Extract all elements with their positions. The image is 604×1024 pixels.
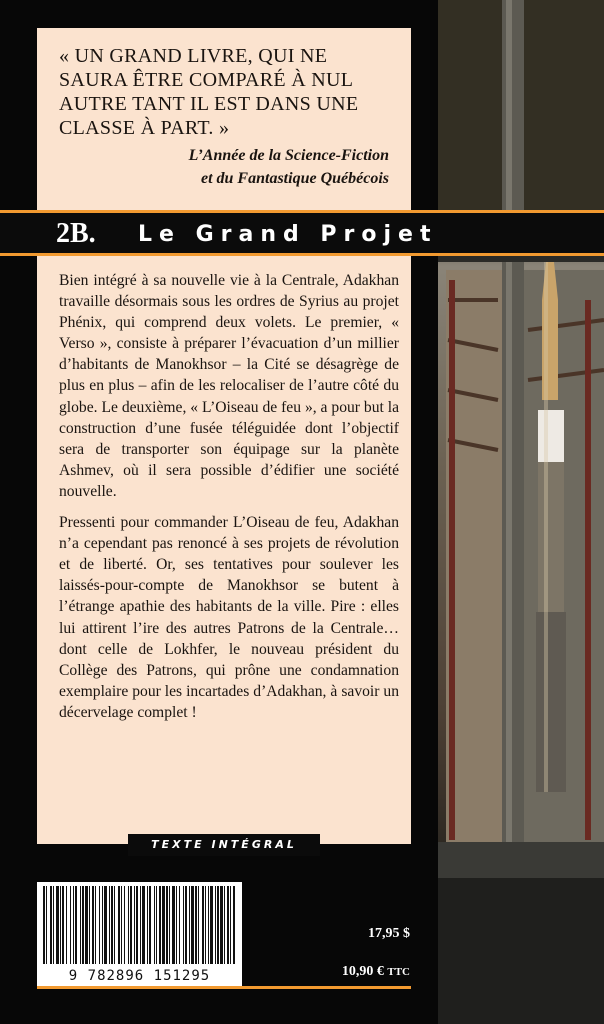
barcode-bar bbox=[109, 886, 110, 964]
barcode-bar bbox=[70, 886, 71, 964]
barcode-bar bbox=[99, 886, 100, 964]
barcode-bar bbox=[134, 886, 135, 964]
barcode-bar bbox=[118, 886, 120, 964]
barcode-bar bbox=[191, 886, 194, 964]
barcode-bar bbox=[149, 886, 151, 964]
barcode-bar bbox=[227, 886, 229, 964]
barcode-bar bbox=[89, 886, 90, 964]
barcode-bar bbox=[217, 886, 219, 964]
barcode-bar bbox=[82, 886, 84, 964]
barcode-bar bbox=[62, 886, 64, 964]
barcode-bar bbox=[169, 886, 170, 964]
barcode-bar bbox=[102, 886, 103, 964]
price-divider bbox=[37, 986, 411, 989]
barcode-bar bbox=[111, 886, 113, 964]
barcode-bar bbox=[95, 886, 96, 964]
barcode-bar bbox=[233, 886, 235, 964]
cover-art-rocket bbox=[438, 0, 604, 1024]
barcode-bar bbox=[136, 886, 138, 964]
barcode-bar bbox=[124, 886, 125, 964]
price-canada: 17,95 $ bbox=[368, 926, 410, 941]
barcode-bar bbox=[147, 886, 148, 964]
barcode-bar bbox=[73, 886, 74, 964]
barcode-bar bbox=[230, 886, 231, 964]
review-quote: « UN GRAND LIVRE, QUI NE SAURA ÊTRE COMPARÉ À NUL AUTRE TANT IL EST DANS UNE CLASSE À PART. » bbox=[59, 45, 359, 139]
summary-paragraph-1: Bien intégré à sa nouvelle vie à la Centrale, Adakhan travaille désormais sous les ordres de Syrius au projet Phénix, qui comprend deux volets. Le premier, « Verso », consiste à préparer l’évacuation d’un millier d’habitants de Manokhsor – la Cité se désagrège de plus en plus – afin de les relocaliser de l’autre côté du globe. Le deuxième, « L’Oiseau de feu », a pour but la construction d’une fusée téléguidée dont l’objectif sera de transporter son équipage sur la planète Ashmev, où il sera possible d’édifier une société nouvelle. bbox=[59, 272, 399, 500]
barcode-bar bbox=[189, 886, 190, 964]
barcode-bar bbox=[159, 886, 161, 964]
barcode-bar bbox=[140, 886, 141, 964]
isbn-barcode bbox=[37, 882, 242, 986]
barcode-bar bbox=[166, 886, 168, 964]
barcode-bar bbox=[202, 886, 204, 964]
barcode-bar bbox=[50, 886, 52, 964]
barcode-bar bbox=[208, 886, 209, 964]
price-europe bbox=[342, 964, 410, 980]
barcode-bar bbox=[80, 886, 81, 964]
barcode-bar bbox=[60, 886, 61, 964]
barcode-bar bbox=[220, 886, 223, 964]
barcode-bar bbox=[172, 886, 175, 964]
quote-source bbox=[59, 144, 399, 190]
barcode-bars bbox=[41, 886, 238, 964]
barcode-bar bbox=[210, 886, 213, 964]
book-title: Le Grand Projet bbox=[138, 222, 438, 247]
price-europe-value: 10,90 € bbox=[341, 964, 384, 979]
quote-source-line2: et du Fantastique Québécois bbox=[200, 170, 389, 187]
summary-panel bbox=[37, 256, 411, 844]
barcode-bar bbox=[46, 886, 47, 964]
quote-source-line1: L’Année de la Science-Fiction bbox=[188, 147, 389, 164]
barcode-bar bbox=[53, 886, 54, 964]
barcode-bar bbox=[104, 886, 107, 964]
barcode-bar bbox=[179, 886, 180, 964]
barcode-bar bbox=[142, 886, 145, 964]
barcode-bar bbox=[121, 886, 122, 964]
barcode-bar bbox=[128, 886, 129, 964]
barcode-bar bbox=[85, 886, 88, 964]
volume-number: 2B. bbox=[56, 218, 96, 249]
isbn-number: 9 782896 151295 bbox=[68, 968, 211, 984]
price-tax-suffix: TTC bbox=[387, 966, 410, 978]
barcode-bar bbox=[198, 886, 199, 964]
barcode-bar bbox=[224, 886, 225, 964]
barcode-bar bbox=[43, 886, 45, 964]
barcode-bar bbox=[205, 886, 206, 964]
barcode-bar bbox=[176, 886, 177, 964]
barcode-bar bbox=[183, 886, 184, 964]
summary-paragraph-2: Pressenti pour commander L’Oiseau de feu, Adakhan n’a cependant pas renoncé à ses projets de révolution et de liberté. Or, ses tentatives pour soulever les laissés-pour-compte de Manokhsor se butent à l’étrange apathie des habitants de la ville. Pire : elles lui attirent l’ire des autres Patrons de la Centrale… dont celle de Lokhfer, le nouveau président du Collège des Patrons, qui prône une condamnation exemplaire pour les incartades d’Adakhan, à savoir un décervelage complet ! bbox=[59, 514, 399, 721]
barcode-bar bbox=[92, 886, 94, 964]
barcode-bar bbox=[185, 886, 187, 964]
barcode-bar bbox=[130, 886, 132, 964]
unabridged-tag: TEXTE INTÉGRAL bbox=[128, 834, 320, 856]
barcode-bar bbox=[162, 886, 165, 964]
barcode-bar bbox=[75, 886, 77, 964]
barcode-bar bbox=[66, 886, 67, 964]
quote-panel bbox=[37, 28, 411, 210]
barcode-bar bbox=[114, 886, 115, 964]
barcode-bar bbox=[156, 886, 157, 964]
barcode-bar bbox=[56, 886, 59, 964]
barcode-bar bbox=[154, 886, 155, 964]
title-band bbox=[0, 210, 604, 256]
barcode-bar bbox=[195, 886, 197, 964]
barcode-bar bbox=[215, 886, 216, 964]
